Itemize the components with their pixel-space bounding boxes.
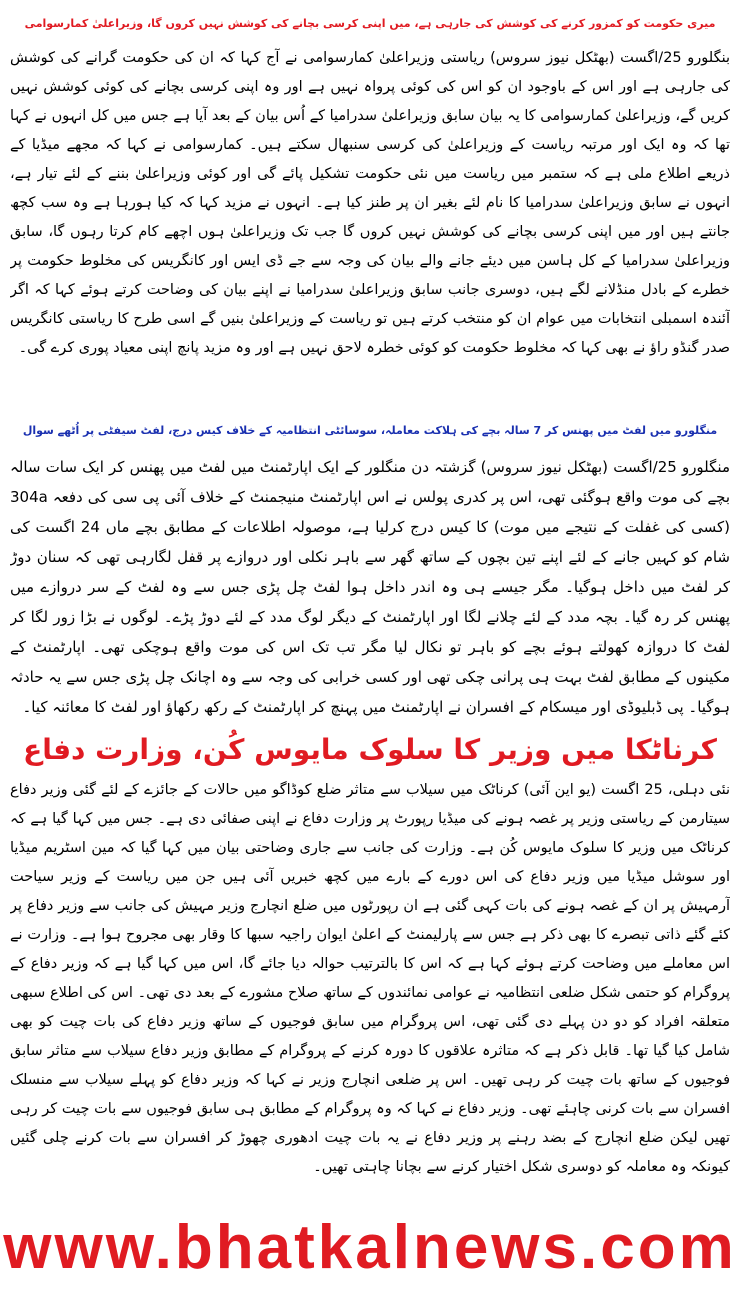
article-3-headline: کرناٹکا میں وزیر کا سلوک مایوس کُن، وزارت دفاع (23, 733, 717, 766)
article-3-body: نئی دہلی، 25 اگست (یو این آئی) کرناٹک میں سیلاب سے متاثر ضلع کوڈاگو میں حالات کے جائزے کے لئے گئی وزیر دفاع سیتارمن کے ریاستی وزیر پر غصہ ہونے کی میڈیا رپورٹ پر وزارت دفاع نے اپنی صفائی دی ہے۔ جس میں کہا گیا ہے کہ کرناٹک میں وزیر کا سلوک مایوس کُن ہے۔ وزارت کی جانب سے جاری وضاحتی بیان میں کہا گیا کہ مین اسٹریم میڈیا اور سوشل میڈیا میں وزیر دفاع کی اس دورے کے بارے میں کچھ خبریں آئی ہیں جن میں ریاست کے وزیر سیاحت آرمہیش پر ان کے غصہ ہونے کی بات کہی گئی ہے ان رپورٹوں میں ضلع انچارج وزیر مہیش کی جانب سے وزیر دفاع پر کئے گئے ذاتی تبصرے کا بھی ذکر ہے جس سے پارلیمنٹ کے اعلیٰ ایوان راجیہ سبھا کا وقار بھی مجروح ہوا ہے۔ وزارت نے اس معاملے میں وضاحت کرتے ہوئے کہا ہے کہ اس کا بالترتیب حوالہ دیا جائے گا، اس میں کہا گیا ہے کہ وزیر دفاع کے پروگرام کو حتمی شکل ضلعی انتظامیہ نے عوامی نمائندوں کے ساتھ صلاح مشورے کے بعد دی تھی۔ اس کی اطلاع سبھی متعلقہ افراد کو دو دن پہلے دی گئی تھی، اس پروگرام میں سابق فوجیوں کے ساتھ وزیر دفاع کی بات چیت کو بھی شامل کیا گیا تھا۔ قابل ذکر ہے کہ متاثرہ علاقوں کا دورہ کرنے کے پروگرام کے مطابق وزیر دفاع سیلاب سے متاثر سابق فوجیوں کے ساتھ بات چیت کر رہی تھیں۔ اس پر ضلعی انچارج وزیر نے کہا کہ وزیر دفاع کو پہلے سیلاب سے منسلک افسران سے بات کرنی چاہئے تھی۔ وزیر دفاع نے کہا کہ وہ پروگرام کے مطابق ہی سابق فوجیوں سے بات چیت کر رہی تھیں لیکن ضلع انچارج کے بضد رہنے پر وزیر دفاع نے یہ بات چیت ادھوری چھوڑ کر افسران سے بات کرنے چلی گئیں کیونکہ وہ معاملہ کو دوسری شکل اختیار کرنے سے بچانا چاہتی تھیں۔ (10, 782, 730, 1175)
article-1 (0, 4, 740, 379)
article-1-headline: میری حکومت کو کمزور کرنے کی کوشش کی جارہی ہے، میں اپنی کرسی بچانے کی کوشش نہیں کروں گا، وزیراعلیٰ کمارسوامی (24, 17, 716, 30)
footer-website: www.bhatkalnews.com (3, 1213, 737, 1282)
article-2-body: منگلورو 25/اگست (بھٹکل نیوز سروس) گزشتہ دن منگلور کے ایک اپارٹمنٹ میں لفٹ میں پھنس کر ایک سات سالہ بچے کی موت واقع ہوگئی تھی، اس پر کدری پولس نے اس اپارٹمنٹ منیجمنٹ کے خلاف آئی پی سی کی دفعہ 304a (کسی کی غفلت کے نتیجے میں موت) کا کیس درج کرلیا ہے، موصولہ اطلاعات کے مطابق بچے ماں 24 اگست کی شام کو کہیں جانے کے لئے اپنے تین بچوں کے ساتھ گھر سے باہر نکلی اور دروازے پر قفل لگارہی تھی کہ سنان دوڑ کر لفٹ میں داخل ہوگیا۔ مگر جیسے ہی وہ اندر داخل ہوا لفٹ چل پڑی جس سے وہ لفٹ کے سر دروازے میں پھنس کر رہ گیا۔ بچہ مدد کے لئے چلانے لگا اور اپارٹمنٹ کے دیگر لوگ مدد کے لئے دوڑ پڑے۔ لوگوں نے بڑا زور لگا کر لفٹ کا دروازہ کھولتے ہوئے بچے کو باہر تو نکال لیا مگر تب تک اس کی موت واقع ہوچکی تھی۔ اپارٹمنٹ کے مکینوں کے مطابق لفٹ بہت ہی پرانی چکی تھی اور کسی خرابی کی وجہ سے وہ اچانک چل پڑی جس سے یہ حادثہ ہوگیا۔ پی ڈبلیوڈی اور میسکام کے افسران نے اپارٹمنٹ میں پہنچ کر اپارٹمنٹ کے رکھ رکھاؤ اور لفٹ کا معائنہ کیا۔ (10, 458, 730, 716)
article-3 (0, 724, 740, 1196)
article-2-headline: منگلورو میں لفٹ میں پھنس کر 7 سالہ بچے کی ہلاکت معاملہ، سوسائٹی انتظامیہ کے خلاف کیس درج، لفٹ سیفٹی پر اُٹھے سوال (22, 424, 718, 437)
article-2 (0, 410, 740, 732)
article-1-body: بنگلورو 25/اگست (بھٹکل نیوز سروس) ریاستی وزیراعلیٰ کمارسوامی نے آج کہا کہ ان کی حکومت گرانے کی کوشش کی جارہی ہے اور اس کے باوجود ان کو اس کی کوئی پرواہ نہیں ہے اور وہ اپنی کرسی بچانے کی کوئی کوشش نہیں کریں گے، وزیراعلیٰ کمارسوامی کا یہ بیان سابق وزیراعلیٰ سدرامیا کے اُس بیان کے بعد آیا ہے جس میں کل انہوں نے کہا تھا کہ وہ ایک اور مرتبہ ریاست کے وزیراعلیٰ کی کرسی سنبھال سکتے ہیں۔ کمارسوامی نے کہا کہ مجھے میڈیا کے ذریعے اطلاع ملی ہے کہ ستمبر میں ریاست میں نئی حکومت تشکیل پائے گی اور کوئی وزیراعلیٰ بننے کے لئے تیار ہے، انہوں نے سابق وزیراعلیٰ سدرامیا کا نام لئے بغیر ان پر طنز کیا ہے۔ انہوں نے مزید کہا کہ کیا ہورہا ہے وہ سب کچھ جانتے ہیں اور میں اپنی کرسی بچانے کی کوشش نہیں کروں گا جب تک وزیراعلیٰ ہوں اچھے کام کرتا رہوں گا، سابق وزیراعلیٰ سدرامیا کے کل ہاسن میں دیئے جانے والے بیان کی وجہ سے جے ڈی ایس اور کانگریس کی مخلوط حکومت پر خطرے کے بادل منڈلانے لگے ہیں، دوسری جانب سابق وزیراعلیٰ سدرامیا نے اپنے بیان کی وضاحت کرتے ہوئے کہا کہ اگر آئندہ اسمبلی انتخابات میں عوام ان کو منتخب کرتے ہیں تو ریاست کے وزیراعلیٰ بنیں گے اسی طرح کا ریاستی کانگریس صدر گنڈو راؤ نے بھی کہا کہ مخلوط حکومت کو کوئی خطرہ لاحق نہیں ہے اور وہ مزید پانچ اپنی معیاد پوری کرے گی۔ (10, 50, 730, 356)
